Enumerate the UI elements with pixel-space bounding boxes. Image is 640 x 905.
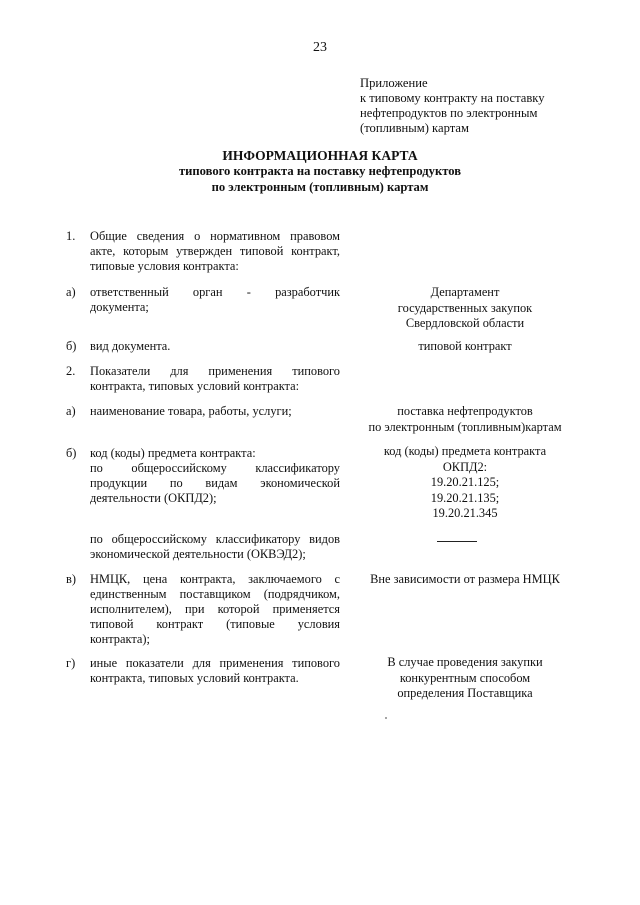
item-2b-label: [90, 446, 340, 506]
item-2g-number: г): [66, 656, 76, 670]
item-2a-number: а): [66, 404, 76, 418]
item-2v-label: [90, 572, 340, 647]
text-line: типовые условия контракта:: [90, 259, 239, 273]
text-line: ответственный орган - разработчик: [90, 285, 340, 299]
item-1a-label: [90, 285, 340, 315]
text-line: контракта, типовых условий контракта.: [90, 671, 299, 685]
text-line: экономической деятельности (ОКВЭД2);: [90, 547, 306, 561]
value-line: Департамент: [430, 285, 500, 299]
page-number: 23: [313, 40, 327, 55]
value-line: по электронным (топливным)картам: [368, 419, 562, 434]
value-line: поставка нефтепродуктов: [397, 404, 533, 418]
item-2v-number: в): [66, 572, 76, 586]
text-line: код (коды) предмета контракта:: [90, 446, 256, 460]
text-line: контракта);: [90, 632, 150, 646]
value-line: ОКПД2:: [442, 459, 488, 474]
appendix-line: (топливным) картам: [360, 121, 469, 135]
section-2-text: [90, 364, 340, 394]
appendix-note: [360, 76, 600, 136]
value-line: 19.20.21.125;: [430, 475, 500, 489]
empty-value-dash: [437, 541, 477, 542]
value-line: 19.20.21.345: [432, 506, 498, 520]
text-line: акте, которым утвержден типовой контракт,: [90, 244, 340, 258]
section-1-text: [90, 229, 340, 274]
section-1-number: 1.: [66, 229, 76, 243]
item-1a-number: а): [66, 285, 76, 299]
item-2a-value: [350, 404, 580, 435]
text-line: документа;: [90, 300, 149, 314]
text-line: типовой контракт (типовые условия: [90, 617, 340, 631]
appendix-line: Приложение: [360, 76, 428, 90]
text-line: исполнителем), при которой применяется: [90, 602, 340, 616]
value-line: В случае проведения закупки: [387, 655, 543, 669]
text-line: вид документа.: [90, 339, 171, 353]
text-line: по общероссийскому классификатору: [90, 461, 340, 475]
item-1b-label: [90, 339, 340, 354]
document-subtitle: по электронным (топливным) картам: [211, 180, 429, 194]
item-2g-value: [350, 655, 580, 702]
document-subtitle: типового контракта на поставку нефтепродуктов: [178, 164, 462, 178]
value-line: код (коды) предмета контракта: [383, 444, 547, 458]
item-1a-value: [350, 285, 580, 332]
text-line: НМЦК, цена контракта, заключаемого с: [90, 572, 340, 586]
document-title: ИНФОРМАЦИОННАЯ КАРТА: [222, 148, 418, 163]
appendix-line: нефтепродуктов по электронным: [360, 106, 538, 120]
section-2-number: 2.: [66, 364, 76, 378]
item-2a-label: [90, 404, 340, 419]
value-line: Вне зависимости от размера НМЦК: [370, 572, 560, 586]
item-2b-okved-label: [90, 532, 340, 562]
text-line: единственным поставщиком (подрядчиком,: [90, 587, 340, 601]
appendix-line: к типовому контракту на поставку: [360, 91, 545, 105]
item-2g-label: [90, 656, 340, 686]
text-line: Показатели для применения типового: [90, 364, 340, 378]
item-2b-value: [350, 444, 580, 522]
text-line: деятельности (ОКПД2);: [90, 491, 217, 505]
item-2v-value: [350, 572, 580, 588]
scan-speck: [385, 717, 387, 719]
text-line: иные показатели для применения типового: [90, 656, 340, 670]
text-line: по общероссийскому классификатору видов: [90, 532, 340, 546]
value-line: конкурентным способом: [399, 670, 531, 685]
text-line: контракта, типовых условий контракта:: [90, 379, 300, 393]
value-line: 19.20.21.135;: [430, 490, 500, 505]
item-1b-number: б): [66, 339, 77, 353]
item-2b-number: б): [66, 446, 77, 460]
value-line: определения Поставщика: [397, 686, 533, 700]
value-line: Свердловской области: [405, 316, 525, 330]
value-line: государственных закупок: [397, 300, 533, 315]
value-line: типовой контракт: [418, 339, 512, 353]
text-line: Общие сведения о нормативном правовом: [90, 229, 340, 243]
text-line: продукции по видам экономической: [90, 476, 340, 490]
text-line: наименование товара, работы, услуги;: [90, 404, 292, 418]
item-1b-value: [350, 339, 580, 355]
